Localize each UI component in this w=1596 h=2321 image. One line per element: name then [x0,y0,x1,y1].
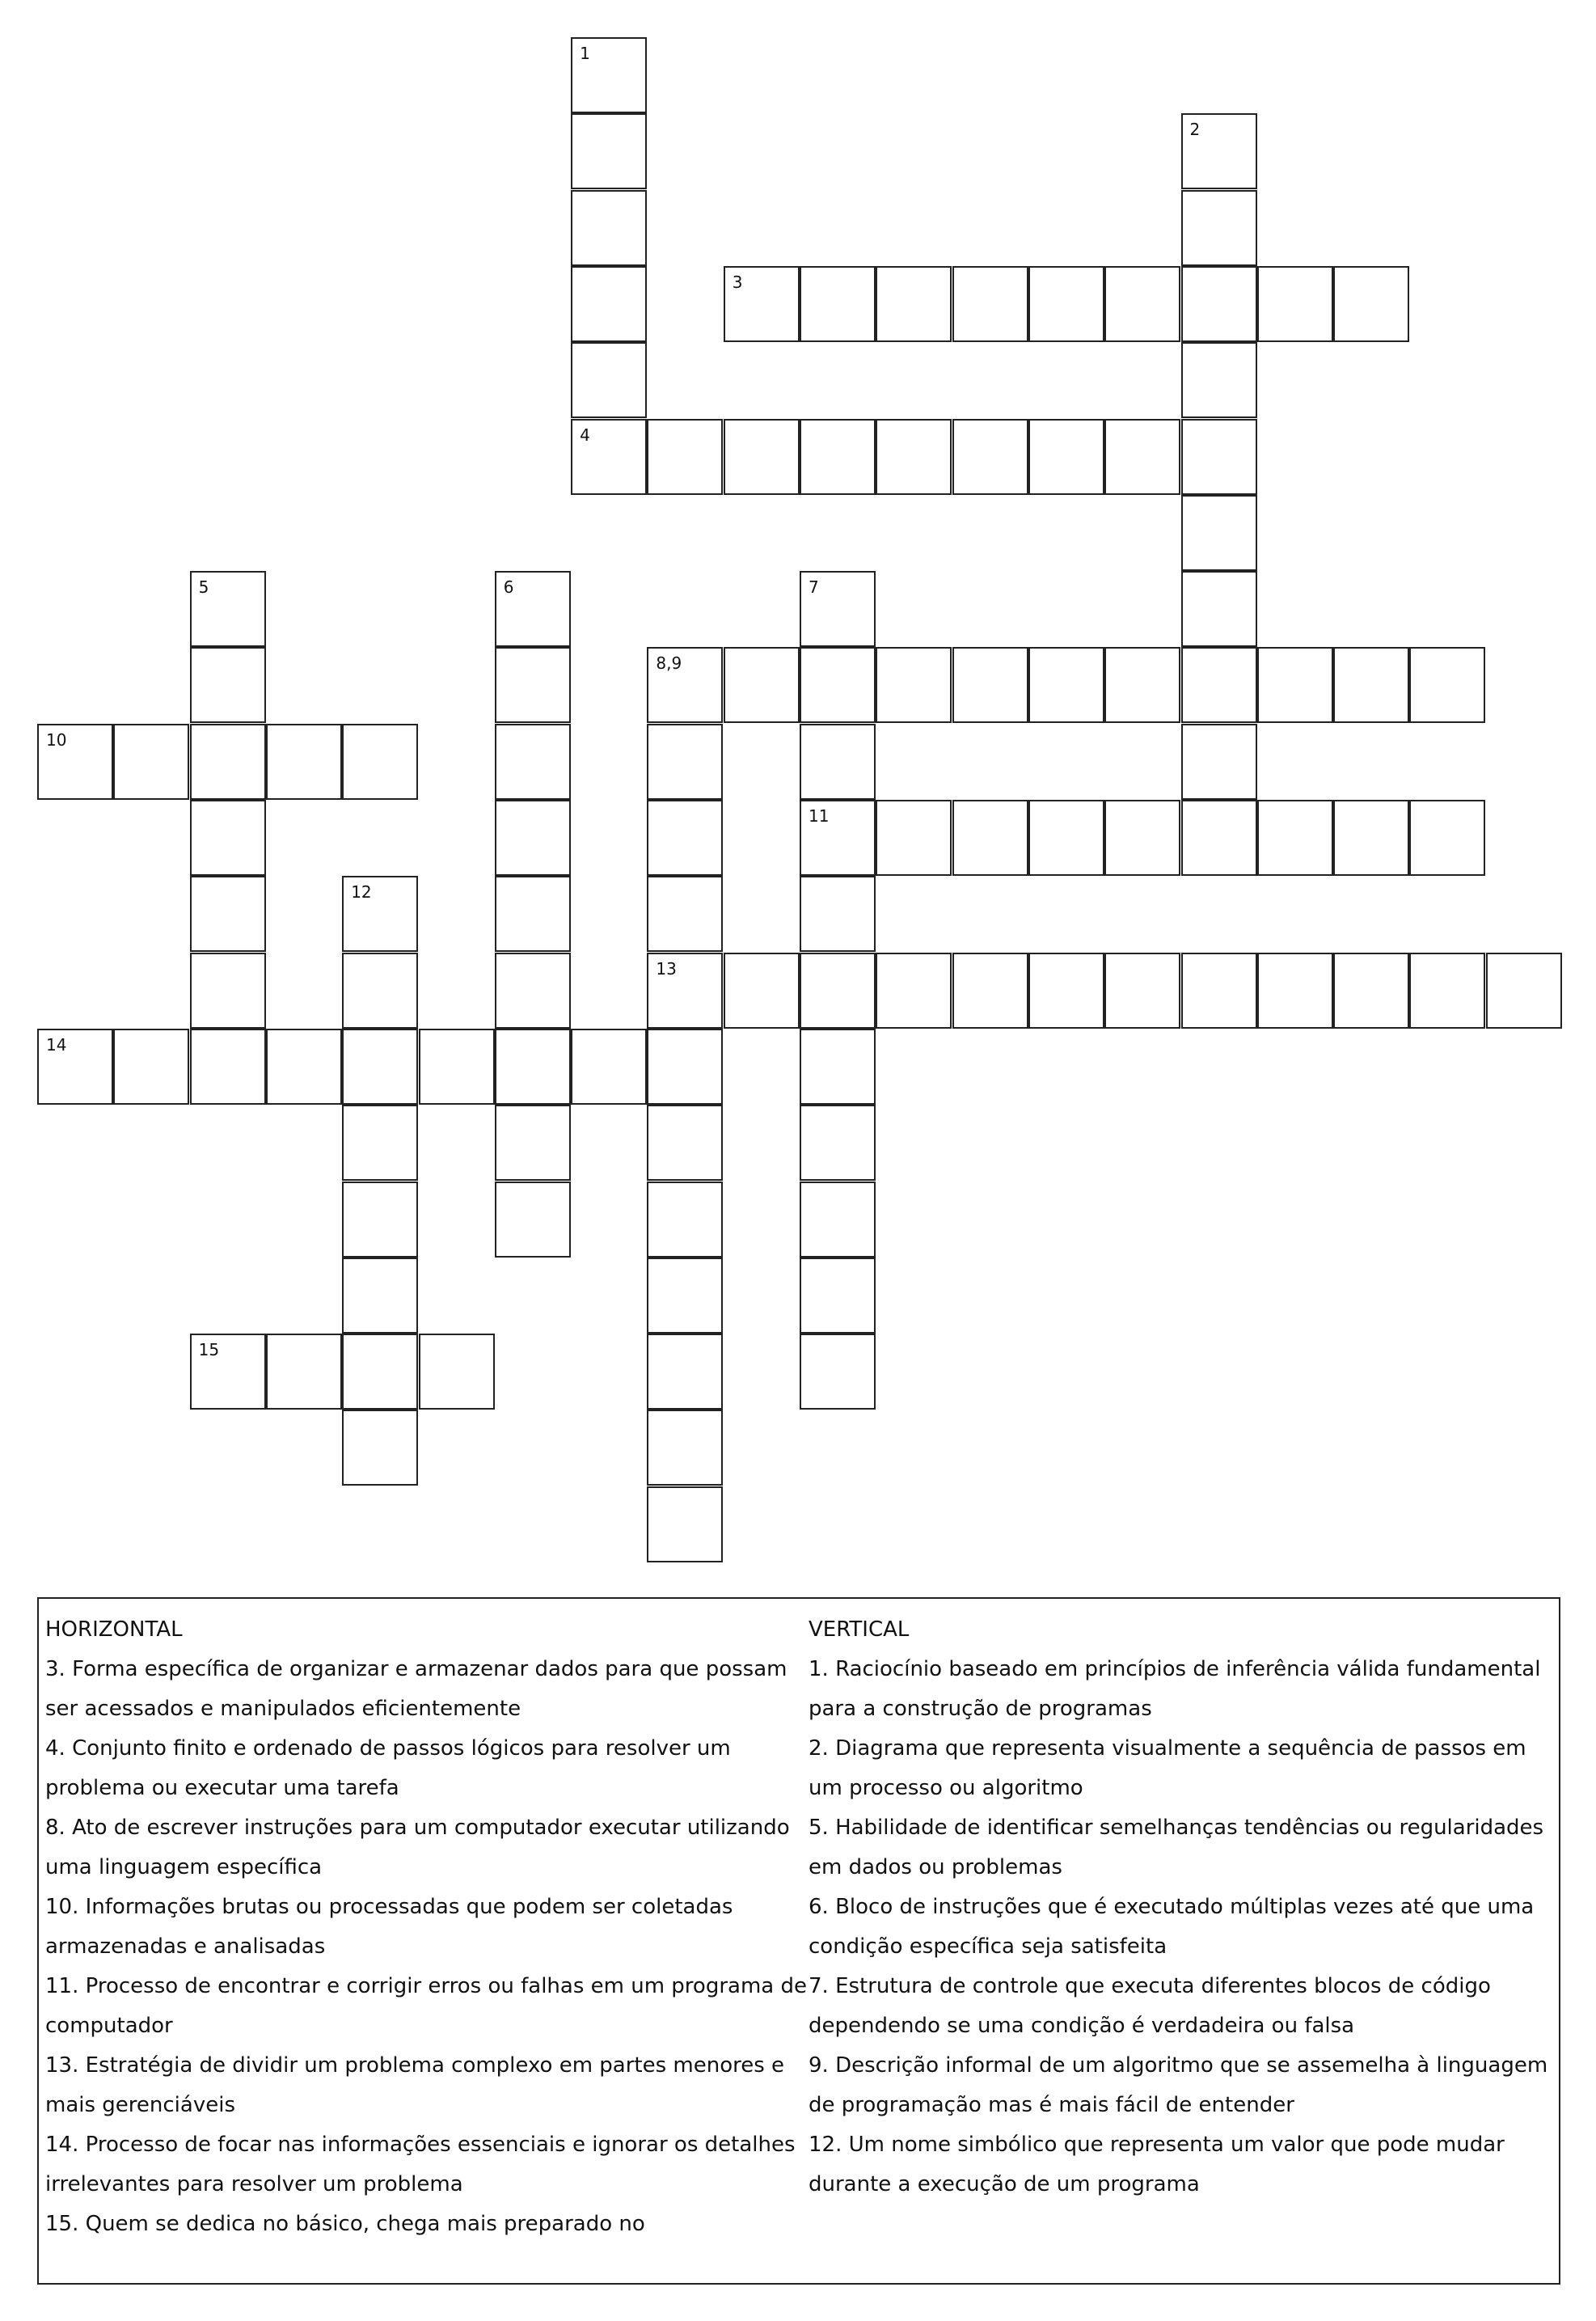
grid-cell[interactable] [495,724,571,800]
grid-cell[interactable] [1104,419,1180,495]
clue-h4: 4. Conjunto finito e ordenado de passos lógicos para resolver um problema ou executar uma tarefa [45,1736,731,1800]
grid-cell[interactable] [800,1334,876,1410]
grid-cell[interactable] [1028,647,1104,723]
grid-cell[interactable] [342,724,418,800]
clues-box [37,1597,1560,2285]
grid-cell[interactable] [952,266,1028,342]
grid-cell[interactable] [876,953,952,1029]
grid-cell[interactable] [190,953,266,1029]
clue-number: 13 [656,958,677,979]
clue-number: 14 [46,1034,67,1055]
clue-number: 3 [732,272,743,292]
grid-cell[interactable] [1409,800,1485,876]
grid-cell[interactable] [1028,953,1104,1029]
grid-cell[interactable] [342,1334,418,1410]
grid-cell[interactable] [876,647,952,723]
clue-number: 12 [351,882,372,903]
grid-cell[interactable] [190,1029,266,1105]
grid-cell[interactable] [113,724,189,800]
grid-cell[interactable] [1181,190,1257,266]
grid-cell[interactable] [571,342,647,418]
grid-cell[interactable] [800,1182,876,1258]
grid-cell[interactable] [342,1410,418,1486]
clue-v9: 9. Descrição informal de um algoritmo que se assemelha à linguagem de programação mas é mais fácil de entender [809,2053,1548,2117]
grid-cell[interactable] [1104,266,1180,342]
clue-v2: 2. Diagrama que representa visualmente a sequência de passos em um processo ou algoritmo [809,1736,1526,1800]
grid-cell[interactable] [647,419,723,495]
grid-cell[interactable] [1333,800,1409,876]
grid-cell[interactable] [800,266,876,342]
grid-cell[interactable] [647,1029,723,1105]
grid-cell[interactable] [647,724,723,800]
grid-cell[interactable] [495,1105,571,1181]
grid-cell[interactable] [190,647,266,723]
clue-h10: 10. Informações brutas ou processadas que podem ser coletadas armazenadas e analisadas [45,1895,733,1959]
clue-h15: 15. Quem se dedica no básico, chega mais preparado no [45,2212,645,2236]
grid-cell[interactable] [571,419,647,495]
grid-cell[interactable] [647,953,723,1029]
clue-v1: 1. Raciocínio baseado em princípios de inferência válida fundamental para a construção de programas [809,1657,1541,1721]
clue-number: 4 [580,425,590,445]
grid-cell[interactable] [1257,266,1333,342]
grid-cell[interactable] [190,1334,266,1410]
grid-cell[interactable] [647,647,723,723]
clue-h13: 13. Estratégia de dividir um problema complexo em partes menores e mais gerenciáveis [45,2053,785,2117]
grid-cell[interactable] [495,953,571,1029]
grid-cell[interactable] [800,571,876,647]
grid-cell[interactable] [1181,495,1257,571]
clue-number: 7 [809,577,819,598]
grid-cell[interactable] [1028,266,1104,342]
grid-cell[interactable] [571,1029,647,1105]
grid-cell[interactable] [1104,953,1180,1029]
grid-cell[interactable] [266,1334,342,1410]
grid-cell[interactable] [876,800,952,876]
grid-cell[interactable] [190,876,266,952]
clue-number: 1 [580,44,590,63]
grid-cell[interactable] [113,1029,189,1105]
grid-cell[interactable] [724,647,800,723]
grid-cell[interactable] [419,1029,495,1105]
grid-cell[interactable] [190,724,266,800]
grid-cell[interactable] [1409,953,1485,1029]
clue-v5: 5. Habilidade de identificar semelhanças tendências ou regularidades em dados ou problemas [809,1816,1544,1879]
grid-cell[interactable] [800,419,876,495]
clue-h3: 3. Forma específica de organizar e armazenar dados para que possam ser acessados e manipulados eficientemente [45,1657,787,1721]
grid-cell[interactable] [876,419,952,495]
grid-cell[interactable] [800,1258,876,1334]
grid-cell[interactable] [800,1029,876,1105]
grid-cell[interactable] [1181,724,1257,800]
grid-cell[interactable] [800,953,876,1029]
grid-cell[interactable] [1028,419,1104,495]
grid-cell[interactable] [1181,800,1257,876]
clue-h14: 14. Processo de focar nas informações essenciais e ignorar os detalhes irrelevantes para resolver um problema [45,2133,796,2196]
clue-number: 10 [46,729,67,750]
grid-cell[interactable] [1028,800,1104,876]
grid-cell[interactable] [647,876,723,952]
grid-cell[interactable] [190,800,266,876]
clue-v7: 7. Estrutura de controle que executa diferentes blocos de código dependendo se uma condição é verdadeira ou falsa [809,1974,1491,2038]
grid-cell[interactable] [495,647,571,723]
grid-cell[interactable] [647,1258,723,1334]
grid-cell[interactable] [495,571,571,647]
grid-cell[interactable] [647,1105,723,1181]
grid-cell[interactable] [1257,953,1333,1029]
grid-cell[interactable] [37,1029,113,1105]
grid-cell[interactable] [37,724,113,800]
grid-cell[interactable] [266,724,342,800]
grid-cell[interactable] [495,1029,571,1105]
grid-cell[interactable] [1104,647,1180,723]
grid-cell[interactable] [419,1334,495,1410]
grid-cell[interactable] [266,1029,342,1105]
grid-cell[interactable] [1257,647,1333,723]
clue-number: 6 [503,577,514,598]
grid-cell[interactable] [495,1182,571,1258]
grid-cell[interactable] [1486,953,1562,1029]
grid-cell[interactable] [800,647,876,723]
grid-cell[interactable] [571,190,647,266]
grid-cell[interactable] [647,1410,723,1486]
clue-number: 5 [198,577,209,598]
grid-cell[interactable] [1333,647,1409,723]
grid-cell[interactable] [1333,953,1409,1029]
grid-cell[interactable] [1181,571,1257,647]
clue-number: 2 [1189,120,1201,140]
grid-cell[interactable] [724,953,800,1029]
clue-h11: 11. Processo de encontrar e corrigir erros ou falhas em um programa de computador [45,1974,807,2038]
grid-cell[interactable] [1409,647,1485,723]
grid-cell[interactable] [800,724,876,800]
grid-cell[interactable] [647,800,723,876]
grid-cell[interactable] [952,647,1028,723]
clue-number: 11 [809,806,830,826]
grid-cell[interactable] [800,876,876,952]
grid-cell[interactable] [1181,953,1257,1029]
grid-cell[interactable] [1181,113,1257,189]
grid-cell[interactable] [1181,647,1257,723]
grid-cell[interactable] [342,1105,418,1181]
grid-cell[interactable] [190,571,266,647]
grid-cell[interactable] [800,1105,876,1181]
grid-cell[interactable] [724,419,800,495]
clue-h8: 8. Ato de escrever instruções para um computador executar utilizando uma linguagem específica [45,1816,790,1879]
vertical-clues [809,1610,1559,2205]
vertical-heading: VERTICAL [809,1617,910,1642]
grid-cell[interactable] [1181,266,1257,342]
grid-cell[interactable] [952,800,1028,876]
grid-cell[interactable] [1104,800,1180,876]
clue-number: 15 [198,1340,220,1360]
grid-cell[interactable] [495,876,571,952]
grid-cell[interactable] [1257,800,1333,876]
clue-v6: 6. Bloco de instruções que é executado múltiplas vezes até que uma condição específica seja satisfeita [809,1895,1535,1959]
grid-cell[interactable] [724,266,800,342]
grid-cell[interactable] [952,953,1028,1029]
grid-cell[interactable] [647,1486,723,1562]
grid-cell[interactable] [571,113,647,189]
horizontal-clues [45,1610,813,2244]
clue-v12: 12. Um nome simbólico que representa um valor que pode mudar durante a execução de um programa [809,2133,1505,2196]
grid-cell[interactable] [1333,266,1409,342]
grid-cell[interactable] [342,1258,418,1334]
grid-cell[interactable] [1181,419,1257,495]
grid-cell[interactable] [571,266,647,342]
clue-number: 8,9 [656,653,682,674]
grid-cell[interactable] [1181,342,1257,418]
grid-cell[interactable] [342,876,418,952]
grid-cell[interactable] [876,266,952,342]
grid-cell[interactable] [342,1182,418,1258]
grid-cell[interactable] [800,800,876,876]
grid-cell[interactable] [952,419,1028,495]
grid-cell[interactable] [342,953,418,1029]
grid-cell[interactable] [647,1334,723,1410]
grid-cell[interactable] [342,1029,418,1105]
grid-cell[interactable] [571,37,647,113]
grid-cell[interactable] [647,1182,723,1258]
grid-cell[interactable] [495,800,571,876]
horizontal-heading: HORIZONTAL [45,1617,183,1642]
